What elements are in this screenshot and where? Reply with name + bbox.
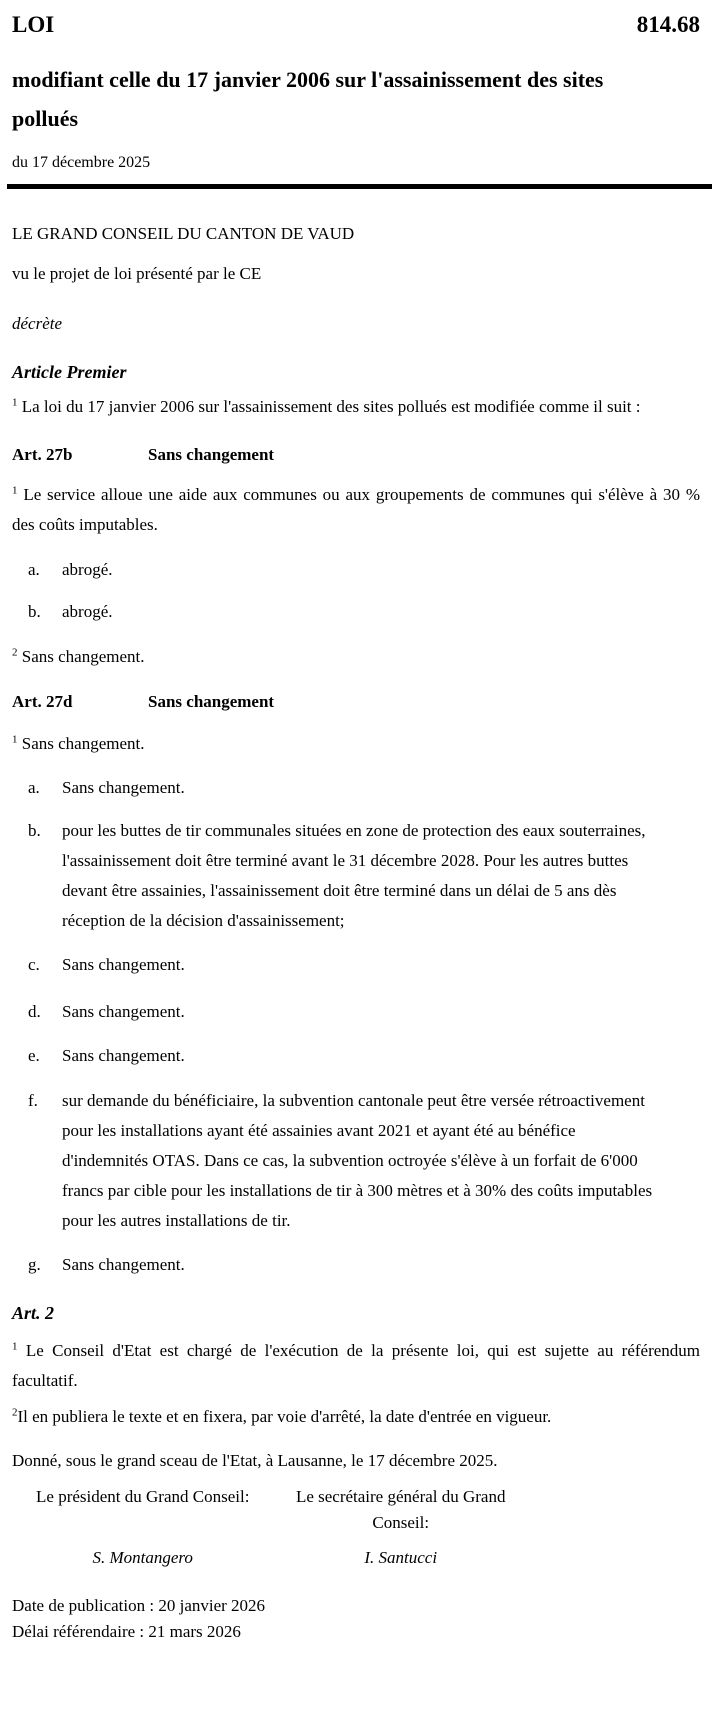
art-27b-al1: [12, 480, 700, 540]
item-letter: e.: [28, 1046, 40, 1065]
art-27d-heading: [12, 687, 700, 717]
doc-type-label: LOI: [12, 12, 55, 37]
item-text: pour les buttes de tir communales situées en zone de protection des eaux souterraines, l'assainissement doit être terminé avant le 31 décembre 2028. Pour les autres buttes devant être assainies, l'assainissement doit être terminé dans un délai de 5 ans dès réception de la décision d'assainissement;: [62, 821, 646, 930]
item-letter: f.: [28, 1091, 38, 1110]
footnote-marker: 2: [12, 1406, 18, 1419]
header-divider-rule: [7, 184, 712, 189]
signature-block: [12, 1484, 700, 1571]
footnote-marker: 1: [12, 733, 18, 746]
footnote-marker: 2: [12, 646, 18, 659]
item-letter: a.: [28, 560, 40, 579]
art-27b-al2-text: Sans changement.: [21, 647, 145, 666]
art-27d-number: Art. 27d: [12, 692, 73, 711]
article-premier-al1: [12, 392, 700, 422]
list-item-27d-g: [12, 1250, 700, 1280]
art-27d-al1: [12, 729, 700, 759]
secretary-label: Le secrétaire général du Grand Conseil:: [295, 1487, 506, 1532]
item-text: abrogé.: [62, 602, 113, 621]
document-title: modifiant celle du 17 janvier 2006 sur l'assainissement des sites pollués: [12, 67, 604, 131]
article-premier-heading: Article Premier: [12, 362, 127, 382]
list-item-27b-b: [12, 597, 700, 627]
item-text: abrogé.: [62, 560, 113, 579]
item-text: Sans changement.: [62, 778, 185, 797]
art-2-al2-text: Il en publiera le texte et en fixera, par voie d'arrêté, la date d'entrée en vigueur.: [17, 1407, 552, 1426]
secretary-signature: I. Santucci: [364, 1548, 438, 1567]
item-letter: a.: [28, 778, 40, 797]
item-text: Sans changement.: [62, 1255, 185, 1274]
publication-date-line: Date de publication : 20 janvier 2026: [12, 1596, 266, 1615]
item-letter: c.: [28, 955, 40, 974]
art-2-heading: Art. 2: [12, 1303, 55, 1323]
publication-block: [12, 1593, 700, 1645]
list-item-27b-a: [12, 555, 700, 585]
document-header: [12, 10, 700, 40]
president-signature: S. Montangero: [92, 1548, 193, 1567]
article-premier-al1-text: La loi du 17 janvier 2006 sur l'assainissement des sites pollués est modifiée comme il suit :: [21, 397, 641, 416]
item-letter: b.: [28, 602, 41, 621]
footnote-marker: 1: [12, 1340, 18, 1353]
item-text: Sans changement.: [62, 955, 185, 974]
art-2-al1: [12, 1336, 700, 1396]
item-text: Sans changement.: [62, 1046, 185, 1065]
art-27b-al1-text: Le service alloue une aide aux communes ou aux groupements de communes qui s'élève à 30 % des coûts imputables.: [12, 485, 700, 534]
list-item-27d-a: [12, 773, 700, 803]
art-27d-title: Sans changement: [148, 692, 275, 711]
project-line: vu le projet de loi présenté par le CE: [12, 264, 262, 283]
art-2-al1-text: Le Conseil d'Etat est chargé de l'exécution de la présente loi, qui est sujette au référendum facultatif.: [12, 1341, 701, 1390]
list-item-27d-d: [12, 997, 700, 1027]
given-line: Donné, sous le grand sceau de l'Etat, à Lausanne, le 17 décembre 2025.: [12, 1451, 498, 1470]
document-date: du 17 décembre 2025: [12, 154, 151, 171]
footnote-marker: 1: [12, 396, 18, 409]
art-27b-number: Art. 27b: [12, 445, 73, 464]
item-letter: d.: [28, 1002, 41, 1021]
item-text: Sans changement.: [62, 1002, 185, 1021]
item-text: sur demande du bénéficiaire, la subvention cantonale peut être versée rétroactivement pour les installations ayant été assainies avant 2021 et ayant été au bénéfice d'indemnités OTAS. Dans ce cas, la subvention octroyée s'élève à un forfait de 6'000 francs par cible pour les installations de tir à 300 mètres et à 30% des coûts imputables pour les autres installations de tir.: [62, 1091, 653, 1230]
art-2-al2: [12, 1402, 700, 1432]
doc-number: 814.68: [636, 12, 700, 37]
list-item-27d-f: [12, 1086, 700, 1236]
art-27d-al1-text: Sans changement.: [21, 734, 145, 753]
footnote-marker: 1: [12, 484, 18, 497]
art-27b-al2: [12, 642, 700, 672]
list-item-27d-e: [12, 1041, 700, 1071]
item-letter: g.: [28, 1255, 41, 1274]
list-item-27d-b: [12, 816, 700, 936]
art-27b-title: Sans changement: [148, 445, 275, 464]
decree-word: décrète: [12, 314, 63, 333]
president-label: Le président du Grand Conseil:: [36, 1487, 250, 1506]
art-27b-heading: [12, 440, 700, 470]
referendum-deadline-line: Délai référendaire : 21 mars 2026: [12, 1622, 241, 1641]
item-letter: b.: [28, 821, 41, 840]
list-item-27d-c: [12, 950, 700, 980]
council-line: LE GRAND CONSEIL DU CANTON DE VAUD: [12, 224, 355, 243]
